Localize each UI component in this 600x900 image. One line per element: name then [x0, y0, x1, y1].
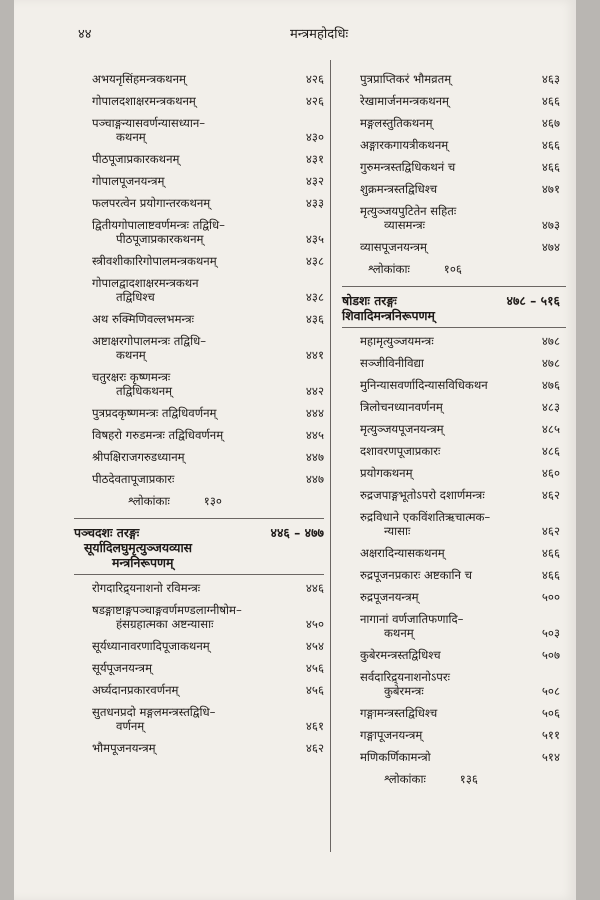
- entry-page-number: ४३८: [305, 290, 324, 304]
- toc-entry: [342, 702, 560, 724]
- entry-title: सुतधनप्रदो मङ्गलमन्त्रस्तद्विधि–: [92, 705, 216, 719]
- entry-page-number: ४८३: [541, 400, 560, 414]
- toc-entry: [74, 214, 324, 250]
- toc-entry: [74, 330, 324, 366]
- toc-entry: [342, 178, 560, 200]
- toc-entry: [74, 90, 324, 112]
- toc-entry: [342, 724, 560, 746]
- entry-title: चतुरक्षरः कृष्णमन्त्रः: [92, 370, 171, 384]
- toc-entry: [74, 635, 324, 657]
- entry-title: सूर्यध्यानावरणादिपूजाकथनम्: [92, 639, 210, 653]
- entry-title: कथनम्: [384, 626, 414, 640]
- entry-title: अथ रुक्मिणिवल्लभमन्त्रः: [92, 312, 195, 326]
- book-page: [14, 0, 576, 900]
- page-number: ४४: [78, 27, 92, 42]
- section-rule: [342, 327, 566, 328]
- section-rule: [74, 518, 324, 519]
- entry-title: प्रयोगकथनम्: [360, 466, 413, 480]
- entry-title: रुद्रविधाने एकविंशतिऋचात्मक–: [360, 510, 491, 524]
- entry-title: रेखामार्जनमन्त्रकथनम्: [360, 94, 449, 108]
- entry-title: फलपरत्वेन प्रयोगान्तरकथनम्: [92, 196, 211, 210]
- entry-title: पीठदेवतापूजाप्रकारः: [92, 472, 175, 486]
- entry-title: सञ्जीविनीविद्या: [360, 356, 424, 370]
- entry-page-number: ५११: [541, 728, 560, 742]
- entry-page-number: ४५६: [305, 683, 324, 697]
- toc-entry: [342, 90, 560, 112]
- entry-page-number: ४६१: [305, 719, 324, 733]
- entry-title: कथनम्: [116, 348, 146, 362]
- section-range: ४७८ – ५१६: [506, 293, 560, 308]
- shloka-count: १०६: [443, 262, 462, 276]
- toc-entry: [342, 352, 560, 374]
- toc-entry: [74, 737, 324, 759]
- right-column: [342, 68, 560, 796]
- section-rule: [74, 574, 324, 575]
- entry-title: मङ्गलस्तुतिकथनम्: [360, 116, 433, 130]
- entry-title: कुबेरमन्त्रस्तद्विधिश्च: [360, 648, 441, 662]
- entry-page-number: ४५४: [305, 639, 324, 653]
- entry-page-number: ४४६: [305, 581, 324, 595]
- toc-entry: [342, 666, 560, 702]
- entry-page-number: ४४४: [305, 406, 324, 420]
- shloka-count: १३०: [203, 494, 222, 508]
- entry-title: भौमपूजनयन्त्रम्: [92, 741, 156, 755]
- entry-title: मणिकर्णिकामन्त्रो: [360, 750, 431, 764]
- entry-page-number: ५०७: [541, 648, 560, 662]
- entry-title: अङ्गारकगायत्रीकथनम्: [360, 138, 449, 152]
- left-column: [74, 68, 324, 759]
- entry-title: अर्घ्यदानप्रकारवर्णनम्: [92, 683, 179, 697]
- toc-entry: [342, 200, 560, 236]
- toc-entry: [342, 644, 560, 666]
- entry-page-number: ४६२: [305, 741, 324, 755]
- book-title: मन्त्रमहोदधिः: [290, 27, 349, 42]
- entry-title: मृत्युञ्जयपूजनयन्त्रम्: [360, 422, 444, 436]
- section-subtitle: सूर्यादिलघुमृत्युञ्जयव्यास: [84, 540, 193, 555]
- toc-entry: [74, 170, 324, 192]
- entry-page-number: ४७६: [541, 378, 560, 392]
- entry-title: पञ्चाङ्गन्यासवर्णन्यासध्यान–: [92, 116, 206, 130]
- left-section-entries: [74, 577, 324, 759]
- entry-title: रुद्रपूजनप्रकारः अष्टकानि च: [360, 568, 473, 582]
- entry-title: शुक्रमन्त्रस्तद्विधिश्च: [360, 182, 438, 196]
- entry-title: व्यासपूजनयन्त्रम्: [360, 240, 427, 254]
- toc-entry: [342, 462, 560, 484]
- toc-entry: [342, 68, 560, 90]
- toc-entry: [342, 418, 560, 440]
- shloka-label: श्लोकांकाः: [128, 494, 170, 508]
- toc-entry: [74, 148, 324, 170]
- entry-page-number: ५०३: [541, 626, 560, 640]
- entry-title: स्त्रीवशीकारिगोपालमन्त्रकथनम्: [92, 254, 217, 268]
- shloka-label: श्लोकांकाः: [368, 262, 410, 276]
- toc-entry: [342, 506, 560, 542]
- left-entries: [74, 68, 324, 490]
- entry-page-number: ४५०: [305, 617, 324, 631]
- entry-page-number: ४६६: [541, 568, 560, 582]
- entry-title: अभयनृसिंहमन्त्रकथनम्: [92, 72, 186, 86]
- entry-page-number: ४८५: [541, 422, 560, 436]
- entry-title: गोपालद्वादशाक्षरमन्त्रकथन: [92, 276, 199, 290]
- entry-title: पुत्रप्राप्तिकरं भौमव्रतम्: [360, 72, 452, 86]
- shloka-count-row: [74, 490, 324, 518]
- entry-title: महामृत्युञ्जयमन्त्रः: [360, 334, 434, 348]
- toc-entry: [74, 701, 324, 737]
- toc-entry: [74, 68, 324, 90]
- right-section-entries: [342, 330, 560, 768]
- toc-entry: [74, 402, 324, 424]
- toc-entry: [342, 156, 560, 178]
- entry-page-number: ४४१: [305, 348, 324, 362]
- toc-entry: [74, 308, 324, 330]
- entry-page-number: ४६०: [541, 466, 560, 480]
- entry-title: त्रिलोचनध्यानवर्णनम्: [360, 400, 443, 414]
- section-heading: [74, 521, 324, 574]
- entry-title: कथनम्: [116, 130, 146, 144]
- entry-title: द्वितीयगोपालाष्टवर्णमन्त्रः तद्विधि–: [92, 218, 225, 232]
- entry-page-number: ४४७: [305, 472, 324, 486]
- entry-page-number: ५१४: [541, 750, 560, 764]
- toc-entry: [74, 192, 324, 214]
- entry-page-number: ४३३: [305, 196, 324, 210]
- toc-entry: [74, 272, 324, 308]
- entry-page-number: ४२६: [305, 94, 324, 108]
- toc-entry: [74, 679, 324, 701]
- entry-title: गङ्गामन्त्रस्तद्विधिश्च: [360, 706, 438, 720]
- entry-title: गोपालदशाक्षरमन्त्रकथनम्: [92, 94, 196, 108]
- entry-page-number: ५००: [541, 590, 560, 604]
- entry-page-number: ४७१: [541, 182, 560, 196]
- toc-entry: [342, 330, 560, 352]
- toc-entry: [74, 250, 324, 272]
- entry-title: व्यासमन्त्रः: [384, 218, 425, 232]
- entry-title: रुद्रपूजनयन्त्रम्: [360, 590, 419, 604]
- entry-page-number: ४७८: [541, 356, 560, 370]
- entry-title: रोगदारिद्र्यनाशनो रविमन्त्रः: [92, 581, 201, 595]
- entry-title: वर्णनम्: [116, 719, 145, 733]
- section-heading: [342, 289, 560, 327]
- column-divider: [330, 60, 331, 852]
- section-subtitle: मन्त्रनिरूपणम्: [112, 555, 174, 570]
- entry-title: सर्वदारिद्र्यनाशनोऽपरः: [360, 670, 450, 684]
- entry-page-number: ४६६: [541, 160, 560, 174]
- entry-title: मृत्युञ्जयपुटितेन सहितः: [360, 204, 457, 218]
- entry-title: सूर्यपूजनयन्त्रम्: [92, 661, 153, 675]
- entry-page-number: ४८६: [541, 444, 560, 458]
- entry-page-number: ४६६: [541, 138, 560, 152]
- entry-page-number: ४३०: [305, 130, 324, 144]
- toc-entry: [74, 446, 324, 468]
- shloka-label: श्लोकांकाः: [384, 772, 426, 786]
- entry-title: न्यासाः: [384, 524, 411, 538]
- page-header: [14, 24, 576, 44]
- toc-entry: [342, 112, 560, 134]
- entry-page-number: ५०८: [541, 684, 560, 698]
- entry-page-number: ४३२: [305, 174, 324, 188]
- entry-title: अष्टाक्षरगोपालमन्त्रः तद्विधि–: [92, 334, 207, 348]
- entry-title: नागानां वर्णजातिफणादि–: [360, 612, 464, 626]
- toc-entry: [342, 396, 560, 418]
- entry-page-number: ४३१: [305, 152, 324, 166]
- entry-page-number: ४७४: [541, 240, 560, 254]
- entry-page-number: ४६६: [541, 546, 560, 560]
- toc-entry: [342, 586, 560, 608]
- entry-title: रुद्रजपाङ्गभूतोऽपरो दशार्णमन्त्रः: [360, 488, 485, 502]
- entry-page-number: ४६२: [541, 524, 560, 538]
- toc-entry: [74, 657, 324, 679]
- entry-title: षडङ्गाष्टाङ्गपञ्चाङ्गवर्णमण्डलाग्नीषोम–: [92, 603, 242, 617]
- entry-page-number: ४३५: [305, 232, 324, 246]
- shloka-count: १३६: [459, 772, 478, 786]
- entry-page-number: ४२६: [305, 72, 324, 86]
- entry-page-number: ४७३: [541, 218, 560, 232]
- entry-title: कुबेरमन्त्रः: [384, 684, 424, 698]
- entry-page-number: ४३६: [305, 312, 324, 326]
- entry-title: श्रीपक्षिराजगरुडध्यानम्: [92, 450, 185, 464]
- entry-title: पीठपूजाप्रकारकथनम्: [92, 152, 180, 166]
- entry-title: पुत्रप्रदकृष्णमन्त्रः तद्विधिवर्णनम्: [92, 406, 217, 420]
- entry-page-number: ४७८: [541, 334, 560, 348]
- entry-page-number: ५०६: [541, 706, 560, 720]
- entry-title: तद्विधिकथनम्: [116, 384, 173, 398]
- toc-entry: [342, 134, 560, 156]
- toc-entry: [74, 599, 324, 635]
- entry-title: हंसग्रहात्मका अष्टन्यासाः: [116, 617, 214, 631]
- toc-entry: [74, 366, 324, 402]
- toc-entry: [74, 468, 324, 490]
- entry-title: मुनिन्यासवर्णादिन्यासविधिकथन: [360, 378, 488, 392]
- toc-entry: [342, 542, 560, 564]
- section-range: ४४६ – ४७७: [270, 525, 324, 540]
- section-name: पञ्चदशः तरङ्गः: [74, 525, 140, 540]
- entry-page-number: ४६७: [541, 116, 560, 130]
- toc-entry: [342, 484, 560, 506]
- section-name: षोडशः तरङ्गः: [342, 293, 397, 308]
- entry-page-number: ४५६: [305, 661, 324, 675]
- entry-title: पीठपूजाप्रकारकथनम्: [116, 232, 204, 246]
- entry-page-number: ४६२: [541, 488, 560, 502]
- toc-entry: [342, 374, 560, 396]
- entry-page-number: ४३८: [305, 254, 324, 268]
- entry-page-number: ४६३: [541, 72, 560, 86]
- shloka-count-row: [342, 258, 560, 286]
- toc-entry: [342, 236, 560, 258]
- toc-entry: [342, 608, 560, 644]
- entry-page-number: ४४७: [305, 450, 324, 464]
- entry-title: अक्षरादिन्यासकथनम्: [360, 546, 445, 560]
- entry-title: गुरुमन्त्रस्तद्विधिकथनं च: [360, 160, 456, 174]
- entry-page-number: ४४५: [305, 428, 324, 442]
- toc-entry: [74, 112, 324, 148]
- toc-entry: [342, 746, 560, 768]
- entry-title: दशावरणपूजाप्रकारः: [360, 444, 441, 458]
- section-subtitle: शिवादिमन्त्रनिरूपणम्: [342, 308, 435, 323]
- right-entries: [342, 68, 560, 258]
- toc-entry: [342, 440, 560, 462]
- entry-page-number: ४४२: [305, 384, 324, 398]
- entry-title: तद्विधिश्च: [116, 290, 155, 304]
- entry-page-number: ४६६: [541, 94, 560, 108]
- entry-title: गङ्गापूजनयन्त्रम्: [360, 728, 423, 742]
- entry-title: गोपालपूजनयन्त्रम्: [92, 174, 165, 188]
- toc-entry: [74, 577, 324, 599]
- entry-title: विषहरो गरुडमन्त्रः तद्विधिवर्णनम्: [92, 428, 224, 442]
- section-rule: [342, 286, 566, 287]
- shloka-count-row: [342, 768, 560, 796]
- toc-entry: [74, 424, 324, 446]
- toc-entry: [342, 564, 560, 586]
